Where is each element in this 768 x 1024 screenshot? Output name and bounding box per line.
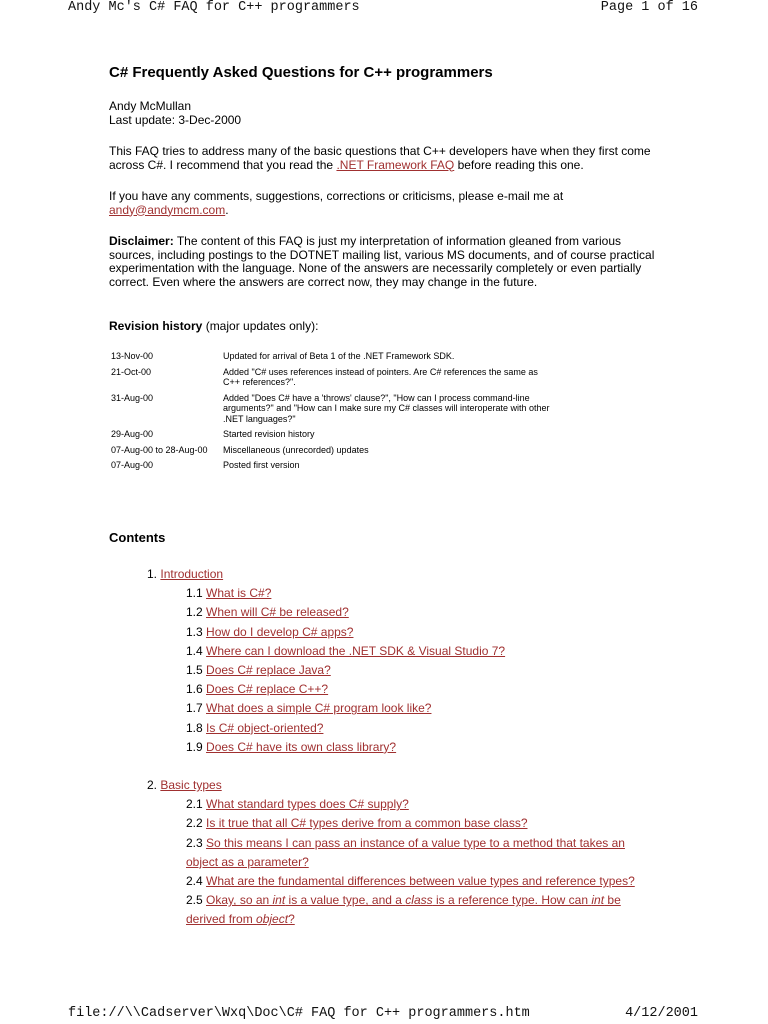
contents-heading: Contents	[109, 530, 166, 545]
toc-link[interactable]: What are the fundamental differences between value types and reference types?	[206, 874, 635, 889]
toc-link[interactable]: So this means I can pass an instance of a value type to a method that takes an object as a parameter?	[186, 835, 625, 869]
toc-number: 2.4	[186, 874, 203, 889]
toc-number: 1.2	[186, 605, 203, 620]
toc-link-part-italic: int	[591, 893, 605, 908]
page-header-page-number: Page 1 of 16	[600, 0, 698, 15]
list-item	[109, 738, 669, 757]
revision-date: 07-Aug-00 to 28-Aug-00	[111, 444, 208, 455]
toc-link-part-italic: object	[256, 912, 289, 927]
revision-date: 07-Aug-00	[111, 460, 154, 470]
toc-number: 1.3	[186, 624, 203, 639]
toc-number: 1.6	[186, 682, 203, 697]
toc-number: 1.	[147, 567, 158, 581]
toc-link[interactable]: Does C# have its own class library?	[206, 739, 397, 754]
toc-link-part: be derived from	[186, 893, 621, 927]
revision-note-cell: Miscellaneous (unrecorded) updates	[223, 444, 369, 455]
toc-link-part: Okay, so an	[206, 893, 273, 908]
toc-number: 2.2	[186, 816, 203, 831]
page-footer-date: 4/12/2001	[625, 1006, 698, 1021]
toc-link-part: ?	[288, 912, 295, 927]
toc-number: 1.8	[186, 720, 203, 735]
contact-end: .	[225, 202, 229, 217]
list-item	[109, 814, 669, 833]
table-row	[109, 393, 553, 430]
net-framework-faq-link[interactable]: .NET Framework FAQ	[336, 157, 455, 172]
revision-table	[109, 351, 553, 476]
revision-note-cell: Updated for arrival of Beta 1 of the .NET Framework SDK.	[223, 351, 455, 361]
list-item	[109, 834, 669, 872]
last-update: Last update: 3-Dec-2000	[109, 112, 242, 127]
table-row	[109, 367, 553, 393]
list-item	[109, 719, 669, 738]
page-footer-path: file://\\Cadserver\Wxq\Doc\C# FAQ for C++ programmers.htm	[68, 1006, 530, 1021]
toc-link-part: is a value type, and a	[285, 893, 406, 908]
toc-link-int-object[interactable]	[186, 893, 621, 926]
list-item	[109, 623, 669, 642]
disclaimer-label: Disclaimer:	[109, 234, 174, 248]
toc-link-part-italic: class	[405, 893, 433, 908]
list-item	[109, 584, 669, 603]
toc-link[interactable]: Is C# object-oriented?	[206, 720, 324, 735]
toc-number: 2.	[147, 778, 158, 793]
disclaimer-text: The content of this FAQ is just my interpretation of information gleaned from various sources, including postings to the DOTNET mailing list, various MS documents, and of course practical experimentation with the language. None of the answers are necessarily completely or even partially correct. Even where the answers are correct now, they may change in the future.	[109, 234, 655, 289]
toc-section-2	[109, 776, 669, 795]
list-item	[109, 603, 669, 622]
table-of-contents	[109, 565, 669, 930]
revision-note-cell: Posted first version	[223, 460, 300, 470]
table-row	[109, 351, 553, 367]
revision-note: (major updates only):	[202, 319, 319, 333]
toc-link-part: is a reference type. How can	[432, 893, 592, 908]
revision-note-cell: Added "Does C# have a 'throws' clause?", "How can I process command-line arguments?" and "How can I make sure my C# classes will interoperate with other .NET languages?"	[223, 392, 550, 424]
page-header-title: Andy Mc's C# FAQ for C++ programmers	[68, 0, 360, 15]
revision-note-cell: Started revision history	[223, 429, 315, 439]
toc-number: 1.5	[186, 663, 203, 678]
toc-link[interactable]: What does a simple C# program look like?	[206, 701, 432, 716]
table-row	[109, 460, 553, 476]
toc-link[interactable]: What standard types does C# supply?	[206, 797, 409, 812]
list-item	[109, 872, 669, 891]
revision-label: Revision history	[109, 319, 203, 333]
revision-note-cell: Added "C# uses references instead of pointers. Are C# references the same as C++ references?".	[223, 366, 538, 387]
page-title: C# Frequently Asked Questions for C++ programmers	[109, 64, 493, 81]
toc-link[interactable]: When will C# be released?	[206, 605, 349, 620]
contact-text: If you have any comments, suggestions, corrections or criticisms, please e-mail me at	[109, 189, 564, 203]
toc-number: 2.5	[186, 893, 203, 908]
toc-link[interactable]: What is C#?	[206, 586, 272, 601]
list-item	[109, 891, 669, 929]
intro-paragraph	[109, 145, 669, 172]
list-item	[109, 699, 669, 718]
table-row	[109, 429, 553, 445]
disclaimer-paragraph	[109, 235, 669, 289]
list-item	[109, 680, 669, 699]
toc-link[interactable]: Where can I download the .NET SDK & Visual Studio 7?	[206, 643, 506, 658]
intro-text: This FAQ tries to address many of the basic questions that C++ developers have when they first come across C#. I recommend that you read the	[109, 144, 651, 172]
toc-number: 1.1	[186, 586, 203, 601]
toc-number: 1.9	[186, 739, 203, 754]
toc-number: 1.7	[186, 701, 203, 716]
contact-paragraph	[109, 190, 669, 217]
intro-text-end: before reading this one.	[454, 157, 584, 172]
revision-date: 13-Nov-00	[111, 351, 154, 361]
list-item	[109, 795, 669, 814]
author-block	[109, 100, 669, 127]
revision-date: 21-Oct-00	[111, 366, 152, 377]
toc-link-introduction[interactable]: Introduction	[160, 567, 224, 581]
author-name: Andy McMullan	[109, 99, 192, 113]
list-item	[109, 642, 669, 661]
revision-heading	[109, 320, 669, 334]
revision-date: 29-Aug-00	[111, 429, 154, 439]
toc-link[interactable]: Does C# replace C++?	[206, 682, 329, 697]
toc-link[interactable]: How do I develop C# apps?	[206, 624, 354, 639]
revision-date: 31-Aug-00	[111, 392, 154, 403]
table-row	[109, 445, 553, 461]
toc-link[interactable]: Is it true that all C# types derive from a common base class?	[206, 816, 528, 831]
toc-number: 2.1	[186, 797, 203, 812]
email-link[interactable]: andy@andymcm.com	[109, 202, 226, 217]
toc-link-basic-types[interactable]: Basic types	[160, 778, 222, 793]
toc-section-1	[109, 565, 669, 584]
toc-number: 1.4	[186, 643, 203, 658]
toc-link-part-italic: int	[272, 893, 286, 908]
toc-number: 2.3	[186, 835, 203, 850]
toc-link[interactable]: Does C# replace Java?	[206, 663, 331, 678]
list-item	[109, 661, 669, 680]
